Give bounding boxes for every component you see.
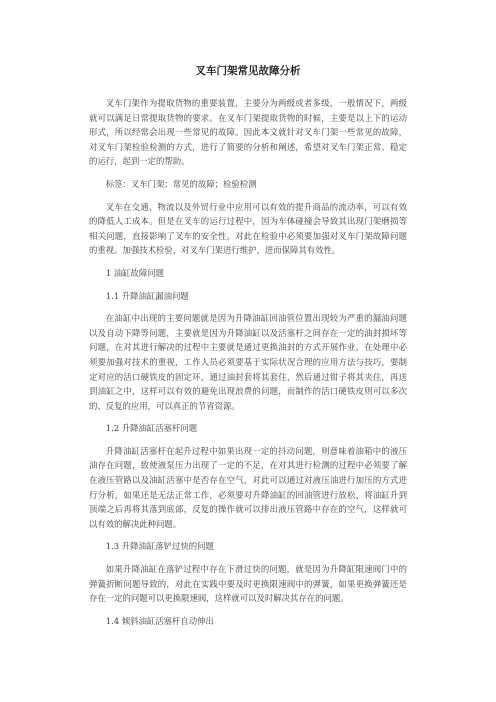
section-1-3-paragraph: 如果升降油缸在落铲过程中存在下滑过快的问题，就是因为升降缸限速阀门中的弹簧折断问题导致的，对此在实践中要及时更换限速阀中的弹簧，如果更换弹簧还是存在一定的问题可以更换限速阀，这样就可以及时解决其存在的问题。 <box>89 564 407 604</box>
section-heading-1-2: 1.2 升降油缸活塞杆问题 <box>105 423 198 434</box>
intro-paragraph: 叉车在交通、物流以及外贸行业中应用可以有效的提升商品的流动率，可以有效的降低人工成本。但是在叉车的运行过程中，因为车体碰撞会导致其出现门架磨损等相关问题，直接影响了叉车的安全性。对此在检验中必须要加强对叉车门架故障问题的重视。加强技术检验，对叉车门架进行维护，进而保障其有效性。 <box>89 201 407 256</box>
section-1-2-paragraph: 升降油缸活塞杆在起升过程中如果出现一定的抖动问题，则意味着油箱中的液压油存在问题，致使液泵压力出现了一定的不足，在对其进行检测的过程中必须要了解在液压管路以及油缸活塞中是否存在空气，对此可以通过对液压油进行加压的方式进行分析，如果还是无法正常工作，必须要对升降油缸的回油管进行放松，将油缸升到顶端之后再将其落到底部，反复的操作就可以排出液压管路中存在的空气，这样就可以有效的解决此种问题。 <box>89 445 407 529</box>
section-1-1-paragraph: 在油缸中出现的主要问题就是因为升降油缸回油管位置出现较为严重的漏油问题以及自动下降等问题，主要就是因为升降油缸以及活塞杆之间存在一定的油封损坏等问题，在对其进行解决的过程中主要就是通过更换油封的方式开展作业，在处理中必须要加强对技术的重视，工作人员必须要基于实际状况合理的应用方法与技巧，要制定对应的活口硬铁皮的固定环，通过油封套将其套住，然后通过钳子将其夹住，再送到油缸之中，这样可以有效的避免出现浪费的问题，而制作的活口硬铁皮则可以多次的、反复的应用，可以真正的节省资源。 <box>89 313 407 411</box>
section-heading-1-1: 1.1 升降油缸漏油问题 <box>105 290 189 301</box>
section-heading-1-4: 1.4 倾斜油缸活塞杆自动伸出 <box>105 615 214 626</box>
section-heading-1: 1 油缸故障问题 <box>105 267 165 278</box>
abstract-paragraph: 叉车门架作为提取货物的重要装置，主要分为两级或者多级，一般情况下，两级就可以满足日常提取货物的要求。在叉车门架提取货物的时候，主要是以上下的运动形式，所以经常会出现一些常见的故障。因此本文就针对叉车门架一些常见的故障，对叉车门架检验检测的方式，进行了简要的分析和阐述，希望对叉车门架正常、稳定的运行，起到一定的帮助。 <box>89 98 407 167</box>
section-heading-1-3: 1.3 升降油缸落铲过快的问题 <box>105 541 214 552</box>
keywords-line: 标签：叉车门架；常见的故障；检验检测 <box>105 178 257 189</box>
document-title: 叉车门架常见故障分析 <box>195 65 301 77</box>
